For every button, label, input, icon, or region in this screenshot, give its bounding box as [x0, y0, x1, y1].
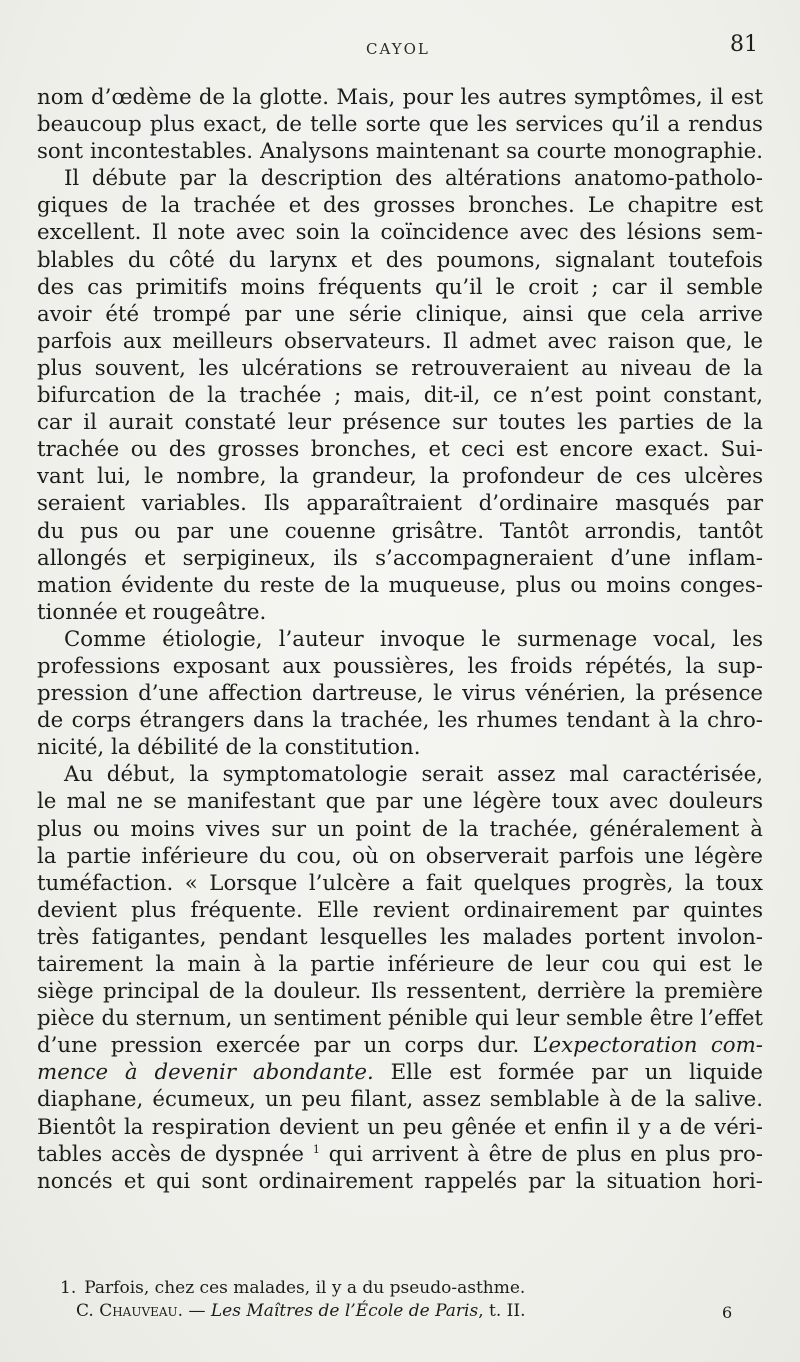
book-credit-line [76, 1301, 525, 1321]
text-line-with-footnote-ref [37, 1141, 763, 1168]
text-line: blables du côté du larynx et des poumons, signalant toutefois [37, 247, 763, 273]
text-line: professions exposant aux poussières, les froids répétés, la sup- [37, 653, 763, 679]
body-text [37, 84, 763, 1195]
running-head [0, 32, 800, 62]
text-line: nicité, la débilité de la constitution. [37, 735, 421, 761]
text-line: très fatigantes, pendant lesquelles les malades portent involon- [37, 924, 763, 950]
footnote-1 [60, 1275, 763, 1302]
text-line: Bientôt la respiration devient un peu gênée et enfin il y a de véri- [37, 1114, 763, 1140]
page-number: 81 [730, 32, 758, 57]
text-line: plus souvent, les ulcérations se retrouveraient au niveau de la [37, 355, 763, 381]
text-line: diaphane, écumeux, un peu filant, assez semblable à de la salive. [37, 1087, 763, 1113]
text-run: Elle est formée par un liquide [373, 1060, 763, 1086]
text-line: la partie inférieure du cou, où on observerait parfois une légère [37, 843, 763, 869]
italic-phrase: mence à devenir abondante. [37, 1060, 374, 1086]
text-line: mation évidente du reste de la muqueuse, plus ou moins conges- [37, 572, 763, 598]
footnotes [60, 1275, 763, 1302]
text-line: pièce du sternum, un sentiment pénible qui leur semble être l’effet [37, 1006, 763, 1032]
text-line: sont incontestables. Analysons maintenant sa courte monographie. [37, 139, 763, 165]
text-line: Au début, la symptomatologie serait assez mal caractérisée, [64, 762, 763, 788]
text-line-with-italic [37, 1032, 763, 1059]
text-line: plus ou moins vives sur un point de la trachée, généralement à [37, 816, 763, 842]
text-line: trachée ou des grosses bronches, et ceci est encore exact. Sui- [37, 437, 763, 463]
text-run: d’une pression exercée par un corps dur. L’ [37, 1033, 549, 1059]
footnote-reference[interactable]: 1 [312, 1142, 320, 1156]
text-line: allongés et serpigineux, ils s’accompagneraient d’une inflam- [37, 545, 763, 571]
paragraph-2 [37, 165, 763, 626]
signature-mark: 6 [722, 1303, 733, 1322]
text-line: noncés et qui sont ordinairement rappelés par la situation hori- [37, 1168, 763, 1194]
text-line: avoir été trompé par une série clinique, ainsi que cela arrive [37, 301, 763, 327]
credit-author: C. Chauveau. [76, 1301, 184, 1321]
text-line: pression d’une affection dartreuse, le virus vénérien, la présence [37, 681, 763, 707]
text-line: nom d’œdème de la glotte. Mais, pour les autres symptômes, il est [37, 85, 763, 110]
text-run: tables accès de dyspnée [37, 1141, 313, 1167]
credit-volume: , t. II. [478, 1301, 526, 1321]
credit-book-title: Les Maîtres de l’École de Paris [210, 1301, 479, 1321]
text-line: des cas primitifs moins fréquents qu’il le croit ; car il semble [37, 274, 763, 300]
text-line: vant lui, le nombre, la grandeur, la profondeur de ces ulcères [37, 464, 763, 490]
paragraph-1 [37, 84, 763, 165]
text-line: du pus ou par une couenne grisâtre. Tantôt arrondis, tantôt [37, 518, 763, 544]
text-line: siège principal de la douleur. Ils ressentent, derrière la première [37, 979, 763, 1005]
text-line: Comme étiologie, l’auteur invoque le surmenage vocal, les [64, 626, 763, 652]
running-title: CAYOL [366, 40, 430, 58]
text-line: car il aurait constaté leur présence sur toutes les parties de la [37, 410, 763, 436]
text-line: tuméfaction. « Lorsque l’ulcère a fait quelques progrès, la toux [37, 870, 763, 896]
text-line: giques de la trachée et des grosses bronches. Le chapitre est [37, 193, 763, 219]
paragraph-3 [37, 626, 763, 761]
text-line: seraient variables. Ils apparaîtraient d’ordinaire masqués par [37, 491, 763, 517]
text-line: tionnée et rougeâtre. [37, 599, 267, 625]
italic-phrase: expectoration com- [548, 1033, 764, 1059]
footnote-text: Parfois, chez ces malades, il y a du pseudo-asthme. [84, 1278, 526, 1298]
text-line: beaucoup plus exact, de telle sorte que les services qu’il a rendus [37, 112, 763, 138]
text-line: parfois aux meilleurs observateurs. Il admet avec raison que, le [37, 328, 763, 354]
text-line: excellent. Il note avec soin la coïncidence avec des lésions sem- [37, 220, 763, 246]
footnote-number: 1. [60, 1278, 77, 1298]
text-run: qui arrivent à être de plus en plus pro- [319, 1141, 763, 1167]
text-line: de corps étrangers dans la trachée, les rhumes tendant à la chro- [37, 708, 763, 734]
text-line-with-italic [37, 1059, 763, 1086]
text-line: Il débute par la description des altérations anatomo-patholo- [64, 166, 763, 192]
credit-separator: — [183, 1301, 211, 1321]
text-line: tairement la main à la partie inférieure de leur cou qui est le [37, 952, 763, 977]
text-line: devient plus fréquente. Elle revient ordinairement par quintes [37, 897, 763, 923]
text-line: le mal ne se manifestant que par une légère toux avec douleurs [37, 789, 763, 815]
text-line: bifurcation de la trachée ; mais, dit-il, ce n’est point constant, [37, 383, 763, 409]
paragraph-4 [37, 761, 763, 1195]
